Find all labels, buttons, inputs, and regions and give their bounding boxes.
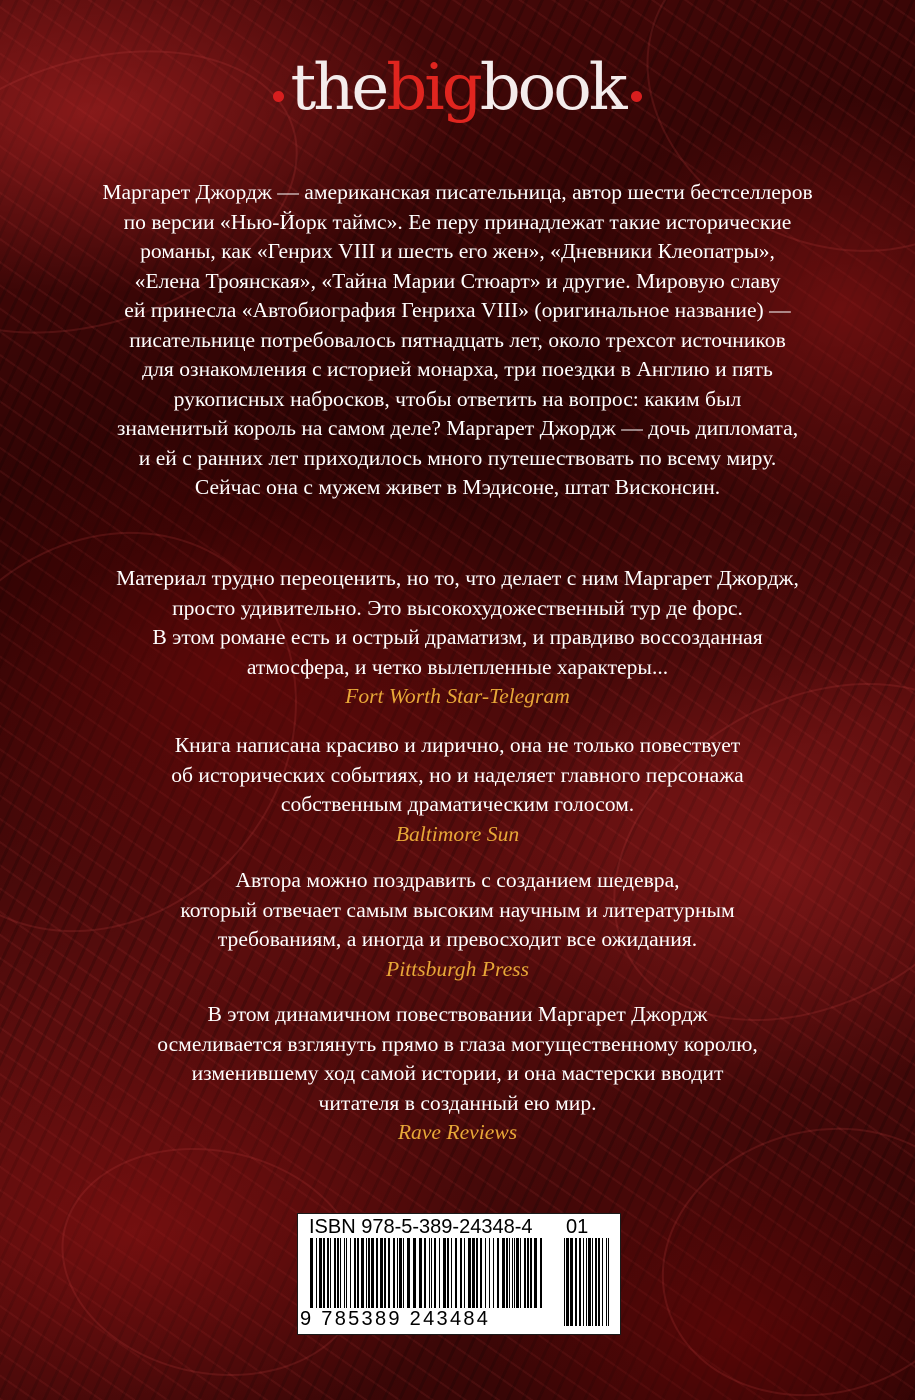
barcode-stripe — [376, 1238, 378, 1308]
barcode-stripe — [361, 1238, 364, 1308]
barcode-stripe — [534, 1238, 537, 1308]
review-baltimore — [40, 731, 875, 849]
review-source: Rave Reviews — [397, 1120, 518, 1144]
barcode-stripe — [429, 1238, 430, 1308]
barcode-stripe — [527, 1238, 529, 1308]
barcode-stripe — [319, 1238, 322, 1308]
barcode-stripe — [371, 1238, 374, 1308]
barcode-stripe — [316, 1238, 317, 1308]
barcode-digits: 9 785389 243484 — [300, 1308, 491, 1330]
barcode-stripe — [439, 1238, 440, 1308]
barcode-stripe — [310, 1238, 313, 1308]
barcode-stripe — [334, 1238, 336, 1308]
barcode-stripe — [570, 1238, 573, 1326]
barcode-stripe — [419, 1238, 422, 1308]
barcode-stripe — [485, 1238, 486, 1308]
barcode-stripe — [393, 1238, 395, 1308]
bio-line: и ей с ранних лет приходилось много путешествовать по всему миру. — [138, 445, 777, 470]
bio-line: рукописных набросков, чтобы ответить на вопрос: каким был — [173, 386, 742, 411]
barcode-stripe — [502, 1238, 505, 1308]
barcode-stripe — [447, 1238, 449, 1308]
barcode-stripe — [606, 1238, 607, 1326]
barcode-stripe — [357, 1238, 359, 1308]
barcode-stripe — [323, 1238, 325, 1308]
barcode-stripe — [403, 1238, 404, 1308]
barcode-stripe — [516, 1238, 519, 1308]
isbn-barcode — [297, 1213, 621, 1335]
barcode-stripe — [451, 1238, 452, 1308]
barcode-stripe — [586, 1238, 587, 1326]
review-rave — [40, 1000, 875, 1148]
review-line: требованиям, а иногда и превосходит все ожидания. — [217, 927, 698, 951]
barcode-stripe — [476, 1238, 478, 1308]
barcode-stripe — [520, 1238, 521, 1308]
bio-line: знаменитый король на самом деле? Маргарет Джордж — дочь дипломата, — [116, 416, 799, 440]
barcode-stripe — [407, 1238, 410, 1308]
barcode-stripe — [460, 1238, 462, 1308]
barcode-stripe — [350, 1238, 351, 1308]
barcode-bars — [310, 1238, 542, 1308]
logo-dot-left — [273, 91, 284, 102]
logo-big: big — [386, 51, 480, 125]
barcode-stripe — [330, 1238, 331, 1308]
bio-line: для ознакомления с историей монарха, три поездки в Англию и пять — [142, 357, 773, 381]
review-line: Автора можно поздравить с созданием шедевра, — [235, 868, 680, 892]
barcode-stripe — [413, 1238, 416, 1308]
review-line: осмеливается взглянуть прямо в глаза могущественному королю, — [157, 1031, 758, 1056]
barcode-stripe — [354, 1238, 356, 1308]
barcode-stripe — [598, 1238, 600, 1326]
bio-line: по версии «Нью-Йорк таймс». Ее перу принадлежат такие исторические — [123, 209, 792, 234]
barcode-stripe — [468, 1238, 471, 1308]
barcode-stripe — [380, 1238, 383, 1308]
logo-book: book — [479, 51, 625, 125]
bio-line: писательнице потребовалось пятнадцать лет, около трехсот источников — [129, 327, 786, 352]
review-line: об исторических событиях, но и наделяет главного персонажа — [171, 762, 744, 787]
barcode-stripe — [540, 1238, 542, 1308]
publisher-logo — [0, 48, 915, 128]
bio-line: Маргарет Джордж — американская писательница, автор шести бестселлеров — [102, 180, 813, 204]
barcode-stripe — [368, 1238, 370, 1308]
barcode-stripe — [512, 1238, 513, 1308]
isbn-addon-label: 01 — [566, 1216, 589, 1238]
bio-line: «Елена Троянская», «Тайна Марии Стюарт» и другие. Мировую славу — [134, 268, 781, 293]
barcode-stripe — [608, 1238, 609, 1326]
barcode-stripe — [524, 1238, 526, 1308]
barcode-stripe — [588, 1238, 591, 1326]
logo-dot-right — [631, 91, 642, 102]
barcode-stripe — [388, 1238, 390, 1308]
barcode-stripe — [443, 1238, 446, 1308]
barcode-stripe — [384, 1238, 386, 1308]
barcode-stripe — [455, 1238, 457, 1308]
review-line: В этом романе есть и острый драматизм, и правдиво воссозданная — [152, 625, 763, 649]
barcode-stripe — [431, 1238, 432, 1308]
review-line: Книга написана красиво и лирично, она не только повествует — [174, 733, 741, 757]
review-line: который отвечает самым высоким научным и литературным — [180, 897, 735, 922]
bio-line: Сейчас она с мужем живет в Мэдисоне, штат Висконсин. — [194, 475, 721, 499]
barcode-stripe — [595, 1238, 597, 1326]
barcode-stripe — [399, 1238, 402, 1308]
review-line: просто удивительно. Это высокохудожественный тур де форс. — [172, 595, 743, 620]
barcode-stripe — [340, 1238, 341, 1308]
barcode-stripe — [489, 1238, 490, 1308]
barcode-addon-bars — [564, 1238, 610, 1326]
barcode-stripe — [397, 1238, 398, 1308]
review-source: Baltimore Sun — [395, 821, 520, 846]
review-fort-worth — [40, 564, 875, 712]
barcode-stripe — [514, 1238, 515, 1308]
review-line: изменившему ход самой истории, и она мастерски вводит — [191, 1061, 724, 1085]
review-line: В этом динамичном повествовании Маргарет Джордж — [207, 1002, 708, 1026]
isbn-label: ISBN 978-5-389-24348-4 — [309, 1216, 533, 1238]
bio-line: ей принесла «Автобиография Генриха VIII» (оригинальное название) — — [124, 298, 791, 322]
barcode-stripe — [564, 1238, 565, 1326]
barcode-stripe — [530, 1238, 532, 1308]
barcode-stripe — [434, 1238, 436, 1308]
barcode-stripe — [424, 1238, 426, 1308]
barcode-stripe — [592, 1238, 593, 1326]
author-bio — [40, 178, 875, 503]
review-line: Материал трудно переоценить, но то, что делает с ним Маргарет Джордж, — [116, 566, 799, 590]
barcode-stripe — [464, 1238, 465, 1308]
barcode-stripe — [346, 1238, 347, 1308]
barcode-stripe — [575, 1238, 577, 1326]
logo-the: the — [290, 51, 387, 125]
barcode-stripe — [480, 1238, 482, 1308]
barcode-stripe — [337, 1238, 339, 1308]
review-line: собственным драматическим голосом. — [280, 792, 635, 816]
barcode-stripe — [509, 1238, 510, 1308]
barcode-stripe — [506, 1238, 508, 1308]
barcode-stripe — [327, 1238, 329, 1308]
barcode-stripe — [583, 1238, 584, 1326]
barcode-stripe — [566, 1238, 569, 1326]
barcode-stripe — [497, 1238, 499, 1308]
review-line: атмосфера, и четко вылепленные характеры... — [246, 654, 669, 679]
barcode-stripe — [366, 1238, 367, 1308]
review-source: Pittsburgh Press — [386, 956, 529, 981]
barcode-stripe — [493, 1238, 494, 1308]
review-line: читателя в созданный ею мир. — [318, 1090, 597, 1115]
bio-line: романы, как «Генрих VIII и шесть его жен», «Дневники Клеопатры», — [140, 239, 775, 263]
review-pittsburgh — [40, 866, 875, 984]
barcode-stripe — [344, 1238, 345, 1308]
review-source: Fort Worth Star-Telegram — [345, 684, 570, 708]
barcode-stripe — [472, 1238, 475, 1308]
barcode-stripe — [602, 1238, 603, 1326]
barcode-stripe — [579, 1238, 581, 1326]
